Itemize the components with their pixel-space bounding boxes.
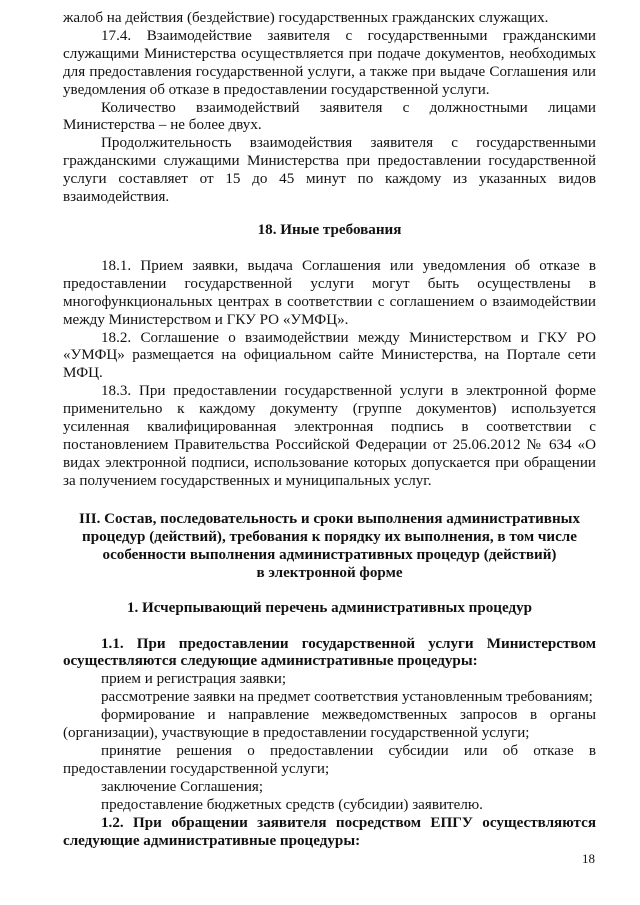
page-number: 18 (582, 851, 595, 866)
paragraph-interaction-count: Количество взаимодействий заявителя с должностными лицами Министерства – не более двух. (63, 99, 596, 134)
chapter-heading-line-3: особенности выполнения административных процедур (действий) (102, 546, 557, 563)
section-heading-18: 18. Иные требования (257, 221, 402, 238)
paragraph-17-4: 17.4. Взаимодействие заявителя с государственными гражданскими служащими Министерства осуществляется при подаче документов, необходимых для предоставления государственной услуги, а также при выдаче Соглашения или уведомления об отказе в предоставлении государственной услуги. (63, 27, 596, 98)
document-page (63, 10, 596, 850)
list-item: принятие решения о предоставлении субсидии или об отказе в предоставлении государственной услуги; (63, 743, 596, 777)
section-heading-1: 1. Исчерпывающий перечень административных процедур (126, 599, 533, 616)
list-item: предоставление бюджетных средств (субсидии) заявителю. (101, 796, 483, 813)
paragraph-tail: жалоб на действия (бездействие) государственных гражданских служащих. (63, 10, 549, 26)
chapter-heading-line-4: в электронной форме (256, 564, 403, 581)
chapter-heading-iii (63, 510, 596, 582)
paragraph-1-2: 1.2. При обращении заявителя посредством ЕПГУ осуществляются следующие административные процедуры: (63, 814, 596, 849)
paragraph-18-1: 18.1. Прием заявки, выдача Соглашения или уведомления об отказе в предоставлении государственной услуги могут быть осуществлены в многофункциональных центрах в соответствии с соглашением о взаимодействии между Министерством и ГКУ РО «УМФЦ». (63, 257, 596, 328)
chapter-heading-line-2: процедур (действий), требования к порядку их выполнения, в том числе (82, 528, 577, 545)
list-item: заключение Соглашения; (101, 778, 264, 795)
paragraph-interaction-duration: Продолжительность взаимодействия заявителя с государственными гражданскими служащими Министерства при предоставлении государственной услуги составляет от 15 до 45 минут по каждому из указанных видов взаимодействия. (63, 135, 596, 206)
paragraph-18-3: 18.3. При предоставлении государственной услуги в электронной форме применительно к каждому документу (группе документов) используется усиленная квалифицированная электронная подпись в соответствии с постановлением Правительства Российской Федерации от 25.06.2012 № 634 «О видах электронной подписи, использование которых допускается при обращении за получением государственных и муниципальных услуг. (63, 383, 596, 489)
list-item: прием и регистрация заявки; (101, 671, 287, 688)
paragraph-1-1: 1.1. При предоставлении государственной услуги Министерством осуществляются следующие административные процедуры: (63, 635, 596, 670)
chapter-heading-line-1: III. Состав, последовательность и сроки выполнения административных (78, 510, 580, 527)
paragraph-18-2: 18.2. Соглашение о взаимодействии между Министерством и ГКУ РО «УМФЦ» размещается на официальном сайте Министерства, на Портале сети МФЦ. (63, 329, 596, 382)
list-item: формирование и направление межведомственных запросов в органы (организации), участвующие в предоставлении государственной услуги; (63, 707, 596, 742)
list-item: рассмотрение заявки на предмет соответствия установленным требованиям; (101, 689, 593, 706)
